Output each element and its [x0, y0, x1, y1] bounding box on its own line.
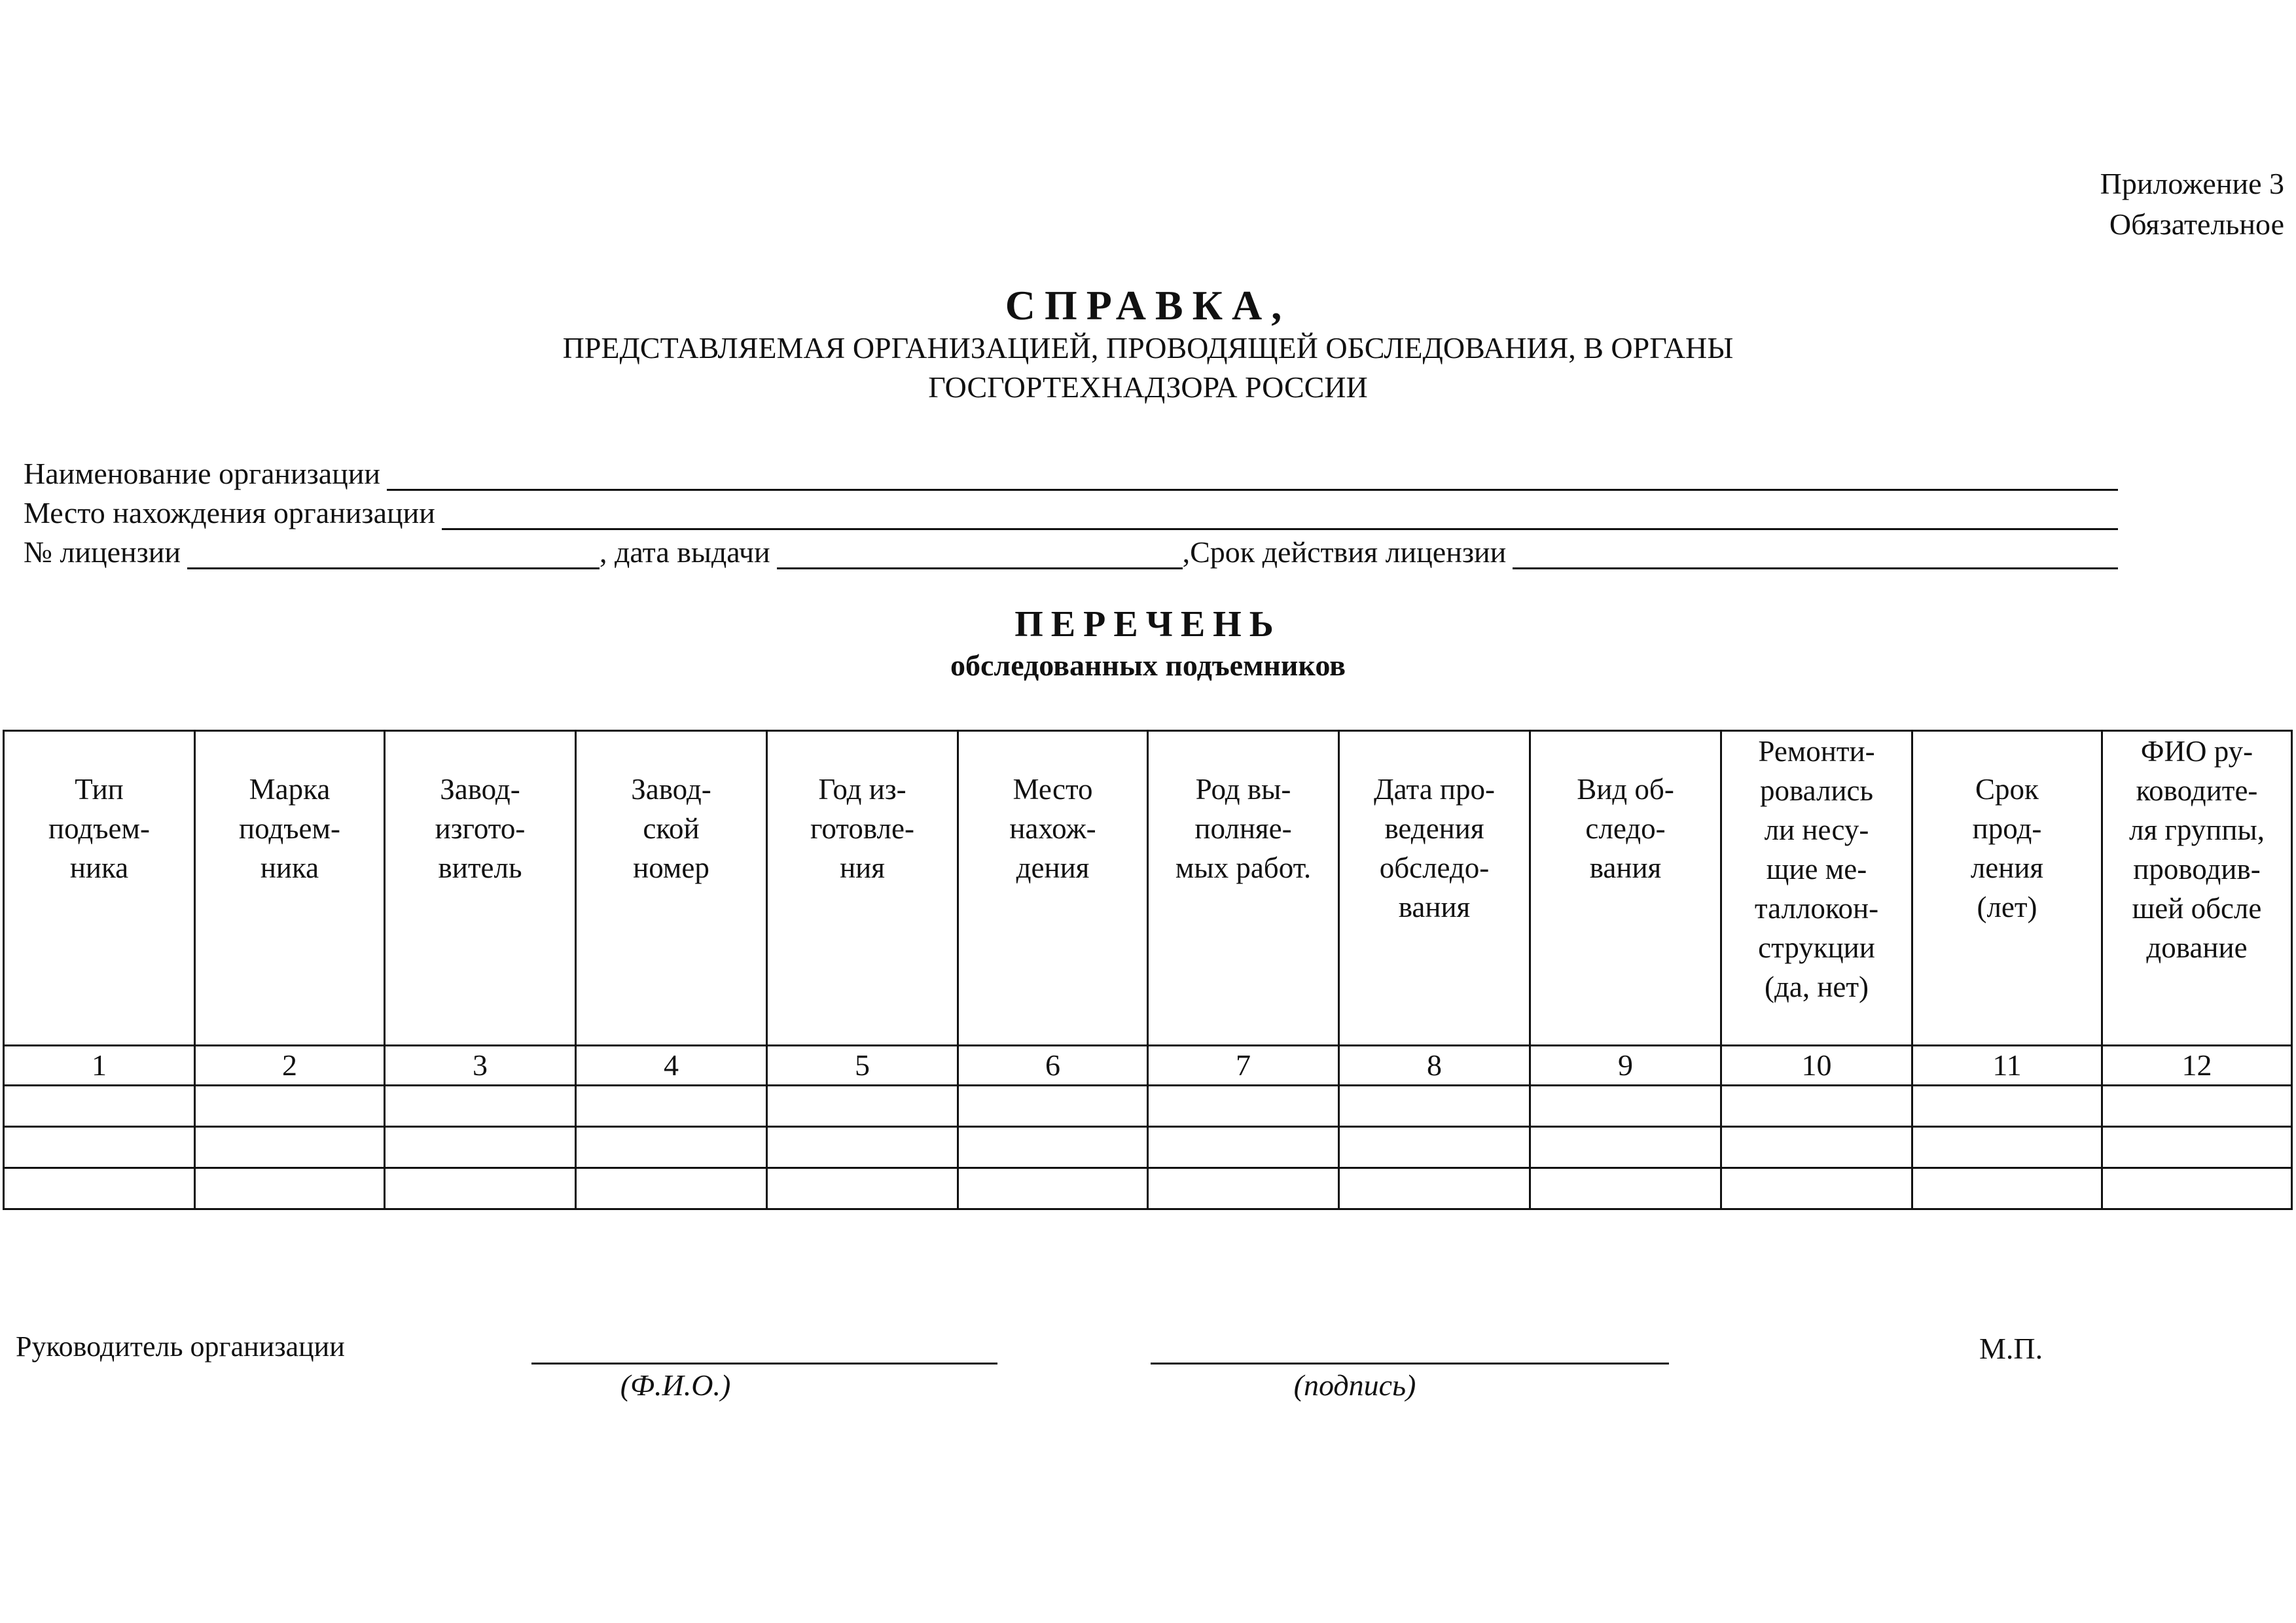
column-header: Год из- готовле- ния: [810, 773, 914, 884]
appendix-status: Обязательное: [2109, 207, 2284, 241]
column-number: 5: [767, 1046, 958, 1086]
fio-line[interactable]: [531, 1361, 997, 1364]
table-cell[interactable]: [1912, 1086, 2102, 1127]
table-header-row: [4, 731, 2292, 1046]
column-header: ФИО ру- ководите- ля группы, проводив- шей обсле дование: [2129, 735, 2265, 964]
issue-date-label: , дата выдачи: [600, 535, 770, 569]
table-cell[interactable]: [1721, 1168, 1912, 1209]
table-cell[interactable]: [1912, 1127, 2102, 1168]
column-number-row: [4, 1046, 2292, 1086]
table-cell[interactable]: [576, 1086, 767, 1127]
table-row: [4, 1086, 2292, 1127]
table-cell[interactable]: [1148, 1127, 1339, 1168]
table-cell[interactable]: [4, 1086, 195, 1127]
signature-caption: (подпись): [1293, 1368, 1416, 1402]
org-location-row: [24, 490, 2118, 530]
column-header: Завод- ской номер: [631, 773, 711, 884]
table-cell[interactable]: [1339, 1086, 1530, 1127]
column-header: Тип подъем- ника: [48, 773, 150, 884]
column-header: Место нахож- дения: [1009, 773, 1096, 884]
column-number: 3: [385, 1046, 576, 1086]
table-cell[interactable]: [767, 1127, 958, 1168]
column-number: 12: [2102, 1046, 2292, 1086]
column-number: 7: [1148, 1046, 1339, 1086]
column-header: Завод- изгото- витель: [435, 773, 526, 884]
table-cell[interactable]: [1339, 1168, 1530, 1209]
table-cell[interactable]: [195, 1127, 385, 1168]
table-cell[interactable]: [195, 1086, 385, 1127]
table-cell[interactable]: [767, 1168, 958, 1209]
column-number: 10: [1721, 1046, 1912, 1086]
org-name-row: [24, 450, 2118, 491]
table-cell[interactable]: [385, 1127, 576, 1168]
table-cell[interactable]: [4, 1168, 195, 1209]
org-name-label: Наименование организации: [24, 457, 381, 490]
table-cell[interactable]: [2102, 1086, 2292, 1127]
table-cell[interactable]: [2102, 1127, 2292, 1168]
column-header: Срок прод- ления (лет): [1970, 773, 2044, 923]
table-cell[interactable]: [1530, 1086, 1721, 1127]
column-number: 6: [958, 1046, 1148, 1086]
table-cell[interactable]: [1721, 1127, 1912, 1168]
table-cell[interactable]: [1148, 1168, 1339, 1209]
table-cell[interactable]: [1912, 1168, 2102, 1209]
table-row: [4, 1127, 2292, 1168]
column-header: Вид об- следо- вания: [1577, 773, 1674, 884]
column-header: Марка подъем- ника: [239, 773, 340, 884]
signature-line[interactable]: [1151, 1361, 1669, 1364]
fio-caption: (Ф.И.О.): [620, 1368, 731, 1402]
column-number: 4: [576, 1046, 767, 1086]
table-cell[interactable]: [1339, 1127, 1530, 1168]
column-number: 1: [4, 1046, 195, 1086]
table-cell[interactable]: [767, 1086, 958, 1127]
license-term-label: ,Срок действия лицензии: [1182, 535, 1507, 569]
document-subtitle-line1: ПРЕДСТАВЛЯЕМАЯ ОРГАНИЗАЦИЕЙ, ПРОВОДЯЩЕЙ ОБСЛЕДОВАНИЯ, В ОРГАНЫ: [562, 331, 1734, 365]
table-cell[interactable]: [576, 1168, 767, 1209]
table-cell[interactable]: [385, 1086, 576, 1127]
license-row: [24, 529, 2118, 569]
table-cell[interactable]: [1721, 1086, 1912, 1127]
table-row: [4, 1168, 2292, 1209]
table-cell[interactable]: [1530, 1168, 1721, 1209]
list-subtitle: обследованных подъемников: [950, 649, 1346, 682]
column-number: 2: [195, 1046, 385, 1086]
table-cell[interactable]: [576, 1127, 767, 1168]
document-subtitle-line2: ГОСГОРТЕХНАДЗОРА РОССИИ: [928, 370, 1368, 404]
stamp-place-label: М.П.: [1979, 1332, 2043, 1365]
issue-date-field[interactable]: [777, 541, 1183, 569]
lifts-table: [3, 730, 2293, 1210]
license-number-label: № лицензии: [24, 535, 181, 569]
table-cell[interactable]: [958, 1127, 1148, 1168]
column-header: Дата про- ведения обследо- вания: [1373, 773, 1495, 923]
org-name-field[interactable]: [387, 463, 2118, 491]
org-location-label: Место нахождения организации: [24, 496, 435, 529]
head-of-organization-label: Руководитель организации: [16, 1330, 345, 1363]
appendix-note: [2100, 164, 2284, 245]
table-cell[interactable]: [958, 1086, 1148, 1127]
document-title: СПРАВКА,: [1005, 282, 1291, 329]
column-header: Род вы- полняе- мых работ.: [1175, 773, 1312, 884]
license-term-field[interactable]: [1513, 541, 2118, 569]
column-number: 8: [1339, 1046, 1530, 1086]
appendix-number: Приложение 3: [2100, 167, 2284, 200]
table-cell[interactable]: [958, 1168, 1148, 1209]
column-number: 9: [1530, 1046, 1721, 1086]
table-cell[interactable]: [1148, 1086, 1339, 1127]
table-cell[interactable]: [2102, 1168, 2292, 1209]
list-title: ПЕРЕЧЕНЬ: [1014, 604, 1282, 645]
table-cell[interactable]: [195, 1168, 385, 1209]
license-number-field[interactable]: [187, 541, 600, 569]
org-location-field[interactable]: [442, 502, 2118, 530]
column-number: 11: [1912, 1046, 2102, 1086]
column-header: Ремонти- ровались ли несу- щие ме- таллокон- струкции (да, нет): [1754, 735, 1879, 1003]
table-cell[interactable]: [1530, 1127, 1721, 1168]
table-cell[interactable]: [4, 1127, 195, 1168]
table-cell[interactable]: [385, 1168, 576, 1209]
